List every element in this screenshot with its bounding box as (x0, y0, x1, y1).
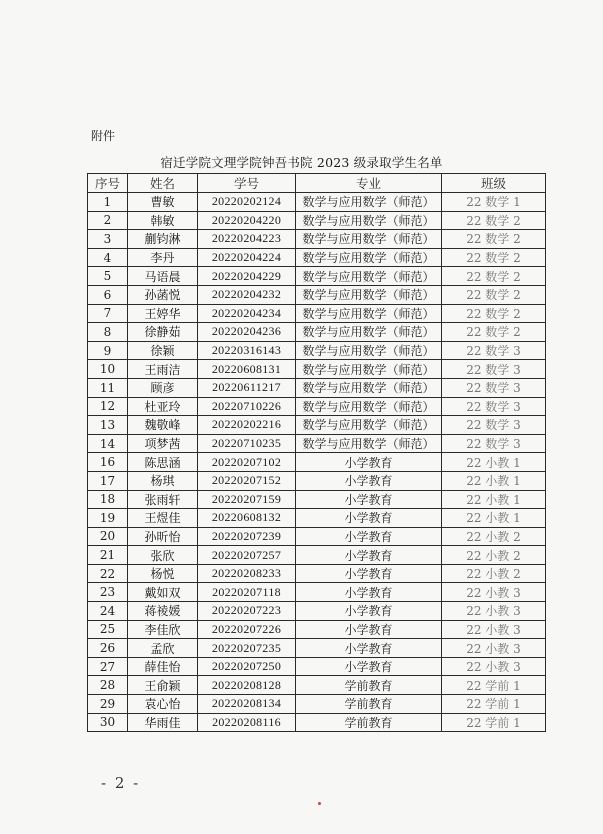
student-name-cell: 杨悦 (128, 564, 198, 583)
major-cell: 学前教育 (296, 695, 442, 714)
student-name-cell: 陈思涵 (128, 453, 198, 472)
table-row (88, 304, 546, 323)
class-name-cell: 22 数学 2 (442, 267, 546, 286)
class-name-cell: 22 数学 3 (442, 341, 546, 360)
student-name-cell: 项梦茜 (128, 434, 198, 453)
student-name-cell: 王雨洁 (128, 360, 198, 379)
student-name-cell: 杨琪 (128, 471, 198, 490)
row-number-cell: 23 (88, 583, 128, 602)
class-name-cell: 22 数学 3 (442, 416, 546, 435)
student-id-cell: 20220608132 (198, 509, 296, 528)
class-name-cell: 22 小教 1 (442, 453, 546, 472)
row-number-cell: 16 (88, 453, 128, 472)
student-name-cell: 袁心怡 (128, 695, 198, 714)
major-cell: 数学与应用数学（师范） (296, 323, 442, 342)
student-id-cell: 20220202124 (198, 193, 296, 212)
student-id-cell: 20220204224 (198, 248, 296, 267)
table-row (88, 676, 546, 695)
row-number-cell: 14 (88, 434, 128, 453)
student-id-cell: 20220204234 (198, 304, 296, 323)
table-row (88, 509, 546, 528)
student-name-cell: 华雨佳 (128, 713, 198, 732)
major-cell: 小学教育 (296, 509, 442, 528)
table-row (88, 360, 546, 379)
class-name-cell: 22 数学 3 (442, 434, 546, 453)
student-name-cell: 王俞颖 (128, 676, 198, 695)
student-id-cell: 20220608131 (198, 360, 296, 379)
major-cell: 小学教育 (296, 657, 442, 676)
student-id-cell: 20220207257 (198, 546, 296, 565)
major-cell: 数学与应用数学（师范） (296, 248, 442, 267)
table-row (88, 564, 546, 583)
student-id-cell: 20220208116 (198, 713, 296, 732)
student-name-cell: 孟欣 (128, 639, 198, 658)
student-id-cell: 20220208128 (198, 676, 296, 695)
major-cell: 数学与应用数学（师范） (296, 230, 442, 249)
student-id-cell: 20220207223 (198, 602, 296, 621)
student-id-cell: 20220204236 (198, 323, 296, 342)
admission-roster-table (87, 173, 546, 732)
major-cell: 数学与应用数学（师范） (296, 434, 442, 453)
major-cell: 数学与应用数学（师范） (296, 193, 442, 212)
major-cell: 小学教育 (296, 471, 442, 490)
class-name-cell: 22 数学 3 (442, 360, 546, 379)
stray-ink-mark (318, 802, 321, 805)
table-row (88, 453, 546, 472)
major-cell: 小学教育 (296, 546, 442, 565)
class-name-cell: 22 数学 2 (442, 248, 546, 267)
column-header-major: 专业 (296, 174, 442, 193)
student-id-cell: 20220208134 (198, 695, 296, 714)
student-name-cell: 薛佳怡 (128, 657, 198, 676)
row-number-cell: 19 (88, 509, 128, 528)
column-header-class: 班级 (442, 174, 546, 193)
row-number-cell: 24 (88, 602, 128, 621)
student-id-cell: 20220710226 (198, 397, 296, 416)
student-id-cell: 20220204229 (198, 267, 296, 286)
student-id-cell: 20220204220 (198, 211, 296, 230)
student-name-cell: 张欣 (128, 546, 198, 565)
student-name-cell: 李佳欣 (128, 620, 198, 639)
student-name-cell: 曹敏 (128, 193, 198, 212)
row-number-cell: 27 (88, 657, 128, 676)
major-cell: 小学教育 (296, 453, 442, 472)
major-cell: 数学与应用数学（师范） (296, 211, 442, 230)
class-name-cell: 22 小教 3 (442, 583, 546, 602)
table-row (88, 546, 546, 565)
table-row (88, 397, 546, 416)
student-name-cell: 孙昕怡 (128, 527, 198, 546)
table-row (88, 490, 546, 509)
table-row (88, 416, 546, 435)
student-name-cell: 戴如双 (128, 583, 198, 602)
row-number-cell: 5 (88, 267, 128, 286)
class-name-cell: 22 小教 2 (442, 564, 546, 583)
table-row (88, 695, 546, 714)
class-name-cell: 22 学前 1 (442, 695, 546, 714)
class-name-cell: 22 数学 2 (442, 304, 546, 323)
class-name-cell: 22 学前 1 (442, 713, 546, 732)
row-number-cell: 13 (88, 416, 128, 435)
student-id-cell: 20220611217 (198, 378, 296, 397)
row-number-cell: 25 (88, 620, 128, 639)
row-number-cell: 8 (88, 323, 128, 342)
major-cell: 小学教育 (296, 564, 442, 583)
table-row (88, 657, 546, 676)
student-name-cell: 蒯钧淋 (128, 230, 198, 249)
table-row (88, 713, 546, 732)
student-id-cell: 20220208233 (198, 564, 296, 583)
table-row (88, 193, 546, 212)
row-number-cell: 2 (88, 211, 128, 230)
row-number-cell: 11 (88, 378, 128, 397)
table-row (88, 211, 546, 230)
class-name-cell: 22 小教 2 (442, 546, 546, 565)
student-id-cell: 20220204232 (198, 285, 296, 304)
student-id-cell: 20220207102 (198, 453, 296, 472)
column-header-no: 序号 (88, 174, 128, 193)
row-number-cell: 9 (88, 341, 128, 360)
student-id-cell: 20220207226 (198, 620, 296, 639)
class-name-cell: 22 数学 2 (442, 285, 546, 304)
major-cell: 数学与应用数学（师范） (296, 378, 442, 397)
student-id-cell: 20220316143 (198, 341, 296, 360)
student-id-cell: 20220207235 (198, 639, 296, 658)
major-cell: 数学与应用数学（师范） (296, 397, 442, 416)
row-number-cell: 4 (88, 248, 128, 267)
student-name-cell: 韩敏 (128, 211, 198, 230)
table-body (88, 193, 546, 732)
major-cell: 小学教育 (296, 527, 442, 546)
student-id-cell: 20220207250 (198, 657, 296, 676)
student-name-cell: 顾彦 (128, 378, 198, 397)
table-row (88, 639, 546, 658)
table-row (88, 620, 546, 639)
class-name-cell: 22 数学 3 (442, 378, 546, 397)
class-name-cell: 22 小教 1 (442, 490, 546, 509)
table-header-row (88, 174, 546, 193)
class-name-cell: 22 小教 3 (442, 620, 546, 639)
page-number: - 2 - (101, 774, 141, 792)
student-name-cell: 王煜佳 (128, 509, 198, 528)
class-name-cell: 22 小教 3 (442, 639, 546, 658)
table-row (88, 527, 546, 546)
student-name-cell: 徐静茹 (128, 323, 198, 342)
student-name-cell: 孙菡悦 (128, 285, 198, 304)
student-id-cell: 20220207152 (198, 471, 296, 490)
major-cell: 数学与应用数学（师范） (296, 267, 442, 286)
row-number-cell: 12 (88, 397, 128, 416)
student-id-cell: 20220204223 (198, 230, 296, 249)
table-row (88, 341, 546, 360)
class-name-cell: 22 数学 3 (442, 397, 546, 416)
column-header-name: 姓名 (128, 174, 198, 193)
student-name-cell: 李丹 (128, 248, 198, 267)
class-name-cell: 22 数学 2 (442, 230, 546, 249)
major-cell: 小学教育 (296, 490, 442, 509)
class-name-cell: 22 数学 2 (442, 323, 546, 342)
row-number-cell: 1 (88, 193, 128, 212)
major-cell: 学前教育 (296, 676, 442, 695)
row-number-cell: 17 (88, 471, 128, 490)
major-cell: 数学与应用数学（师范） (296, 360, 442, 379)
row-number-cell: 7 (88, 304, 128, 323)
major-cell: 小学教育 (296, 620, 442, 639)
table-row (88, 434, 546, 453)
student-name-cell: 魏敬峰 (128, 416, 198, 435)
row-number-cell: 18 (88, 490, 128, 509)
table-row (88, 323, 546, 342)
row-number-cell: 21 (88, 546, 128, 565)
major-cell: 数学与应用数学（师范） (296, 285, 442, 304)
class-name-cell: 22 小教 3 (442, 602, 546, 621)
row-number-cell: 30 (88, 713, 128, 732)
student-id-cell: 20220710235 (198, 434, 296, 453)
table-row (88, 285, 546, 304)
row-number-cell: 6 (88, 285, 128, 304)
student-name-cell: 张雨轩 (128, 490, 198, 509)
row-number-cell: 3 (88, 230, 128, 249)
table-row (88, 267, 546, 286)
major-cell: 数学与应用数学（师范） (296, 416, 442, 435)
table-row (88, 602, 546, 621)
major-cell: 小学教育 (296, 602, 442, 621)
document-title: 宿迁学院文理学院钟吾书院 2023 级录取学生名单 (160, 155, 443, 170)
row-number-cell: 22 (88, 564, 128, 583)
table-row (88, 471, 546, 490)
student-id-cell: 20220207239 (198, 527, 296, 546)
column-header-student-id: 学号 (198, 174, 296, 193)
major-cell: 小学教育 (296, 639, 442, 658)
major-cell: 学前教育 (296, 713, 442, 732)
student-id-cell: 20220207159 (198, 490, 296, 509)
table-row (88, 378, 546, 397)
row-number-cell: 20 (88, 527, 128, 546)
student-name-cell: 王婷华 (128, 304, 198, 323)
class-name-cell: 22 小教 1 (442, 509, 546, 528)
class-name-cell: 22 学前 1 (442, 676, 546, 695)
table-row (88, 583, 546, 602)
major-cell: 数学与应用数学（师范） (296, 341, 442, 360)
major-cell: 数学与应用数学（师范） (296, 304, 442, 323)
class-name-cell: 22 数学 2 (442, 211, 546, 230)
student-id-cell: 20220207118 (198, 583, 296, 602)
row-number-cell: 26 (88, 639, 128, 658)
table-row (88, 230, 546, 249)
major-cell: 小学教育 (296, 583, 442, 602)
student-name-cell: 徐颖 (128, 341, 198, 360)
class-name-cell: 22 数学 1 (442, 193, 546, 212)
student-name-cell: 马语晨 (128, 267, 198, 286)
student-id-cell: 20220202216 (198, 416, 296, 435)
row-number-cell: 29 (88, 695, 128, 714)
student-name-cell: 蒋祾媛 (128, 602, 198, 621)
row-number-cell: 10 (88, 360, 128, 379)
attachment-label: 附件 (91, 129, 116, 143)
class-name-cell: 22 小教 1 (442, 471, 546, 490)
class-name-cell: 22 小教 3 (442, 657, 546, 676)
student-name-cell: 杜亚玲 (128, 397, 198, 416)
class-name-cell: 22 小教 2 (442, 527, 546, 546)
table-row (88, 248, 546, 267)
row-number-cell: 28 (88, 676, 128, 695)
